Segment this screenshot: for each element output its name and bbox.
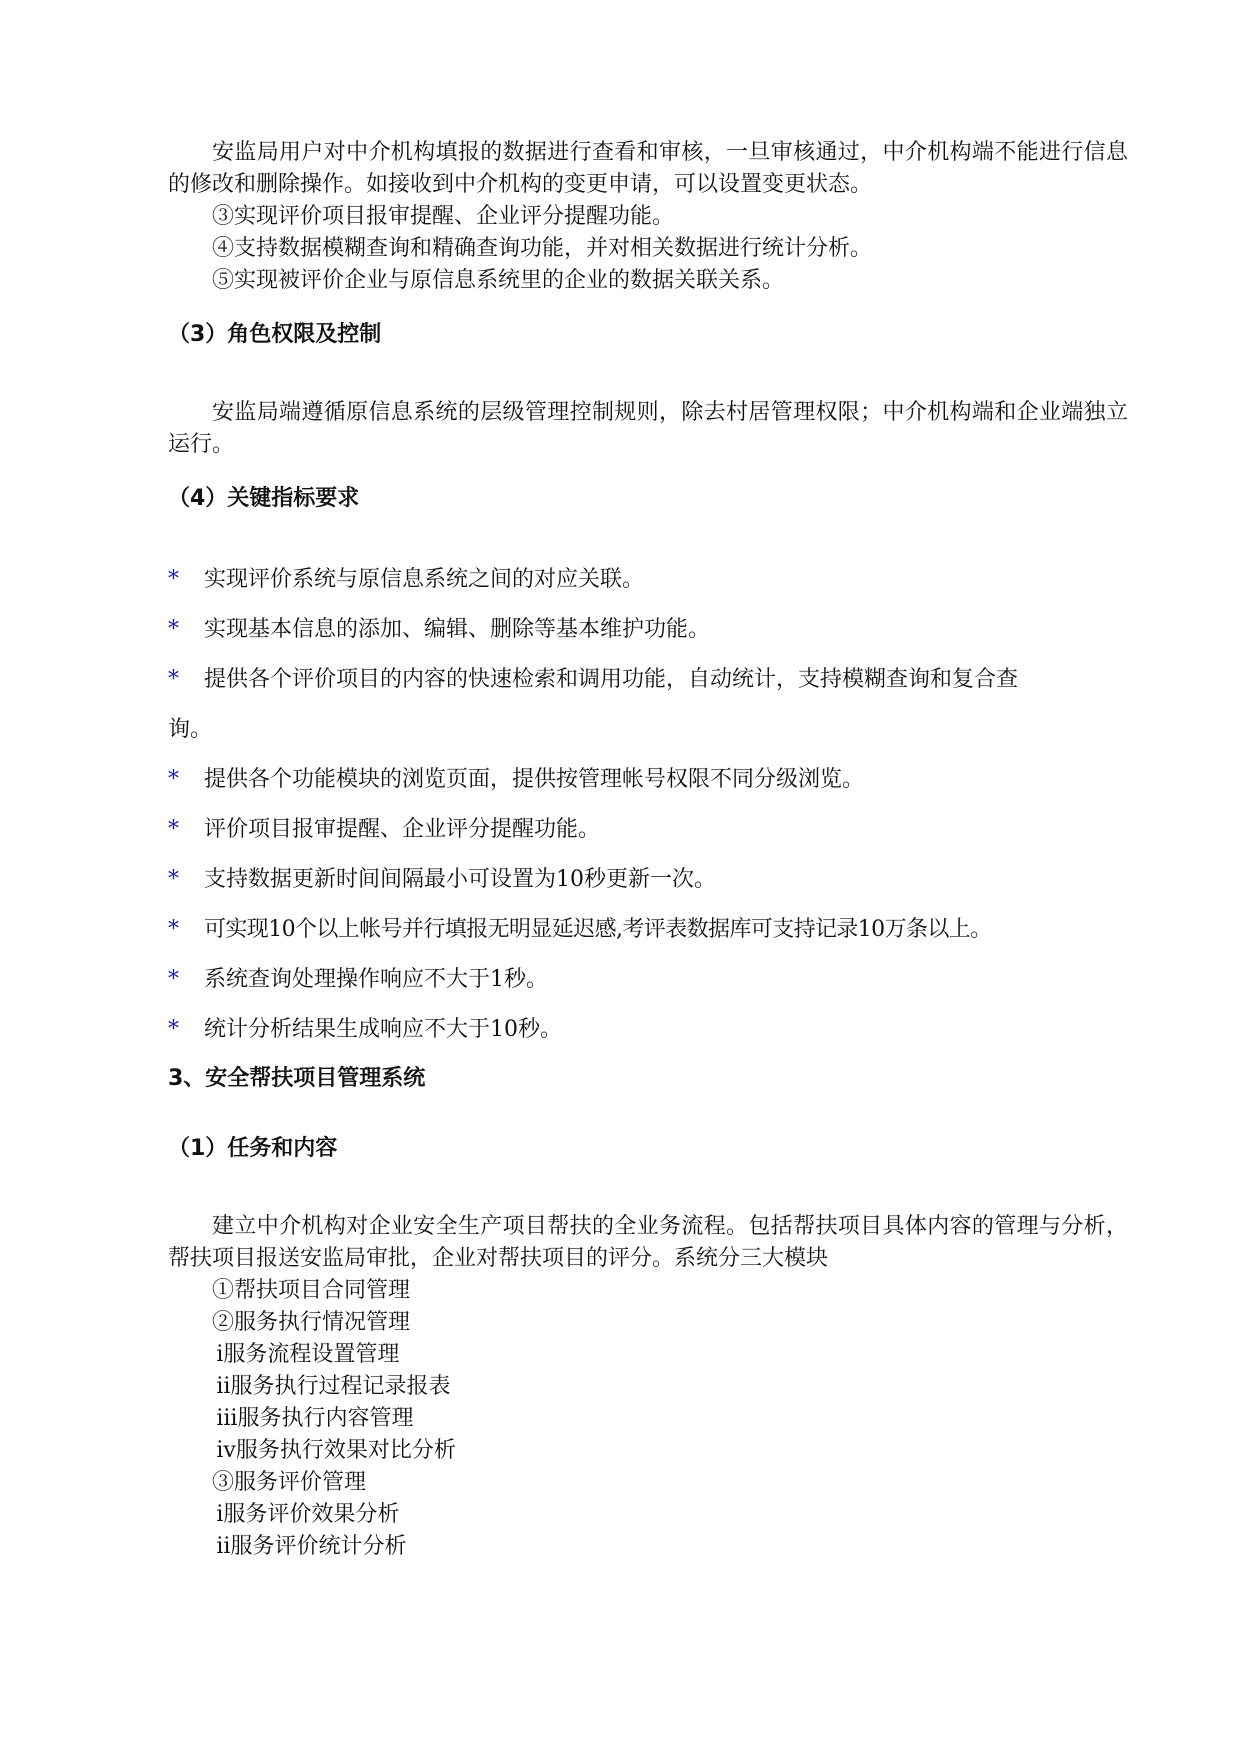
list-item	[168, 1005, 1128, 1055]
star-bullet-icon: *	[168, 967, 179, 992]
list-item	[168, 755, 1128, 805]
document-page	[168, 137, 1128, 1563]
module-subitem: ⅰ服务流程设置管理	[216, 1342, 400, 1367]
star-bullet-icon: *	[168, 567, 179, 592]
roles-paragraph: 安监局端遵循原信息系统的层级管理控制规则，除去村居管理权限；中介机构端和企业端独立运行。	[168, 400, 1128, 457]
feature-item-3: ③实现评价项目报审提醒、企业评分提醒功能。	[212, 204, 675, 229]
star-bullet-icon: *	[168, 667, 179, 692]
star-bullet-icon: *	[168, 817, 179, 842]
feature-item-4: ④支持数据模糊查询和精确查询功能，并对相关数据进行统计分析。	[212, 236, 873, 261]
list-item	[168, 655, 1128, 755]
module-subitem: ⅰ服务评价效果分析	[216, 1502, 400, 1527]
section-heading-3: 3、安全帮扶项目管理系统	[168, 1066, 426, 1091]
intro-paragraph: 安监局用户对中介机构填报的数据进行查看和审核，一旦审核通过，中介机构端不能进行信息的修改和删除操作。如接收到中介机构的变更申请，可以设置变更状态。	[168, 140, 1128, 197]
subsection-heading-tasks: （1）任务和内容	[168, 1136, 338, 1161]
bullet-text: 实现评价系统与原信息系统之间的对应关联。	[204, 567, 645, 592]
list-item	[168, 555, 1128, 605]
star-bullet-icon: *	[168, 617, 179, 642]
star-bullet-icon: *	[168, 767, 179, 792]
module-item: ②服务执行情况管理	[212, 1310, 411, 1335]
module-item: ③服务评价管理	[212, 1470, 367, 1495]
bullet-text-continuation: 询。	[168, 717, 213, 742]
bullet-text: 实现基本信息的添加、编辑、删除等基本维护功能。	[204, 617, 711, 642]
list-item	[168, 955, 1128, 1005]
feature-item-5: ⑤实现被评价企业与原信息系统里的企业的数据关联关系。	[212, 268, 785, 293]
list-item	[168, 605, 1128, 655]
bullet-text: 提供各个评价项目的内容的快速检索和调用功能，自动统计，支持模糊查询和复合查	[204, 667, 1019, 692]
section3-paragraph: 建立中介机构对企业安全生产项目帮扶的全业务流程。包括帮扶项目具体内容的管理与分析，帮扶项目报送安监局审批，企业对帮扶项目的评分。系统分三大模块	[168, 1214, 1128, 1271]
bullet-text: 可实现10个以上帐号并行填报无明显延迟感,考评表数据库可支持记录10万条以上。	[204, 917, 992, 942]
bullet-text: 系统查询处理操作响应不大于1秒。	[204, 967, 548, 992]
module-item: ①帮扶项目合同管理	[212, 1278, 411, 1303]
list-item	[168, 805, 1128, 855]
kpi-bullet-list	[168, 555, 1128, 1055]
bullet-text: 统计分析结果生成响应不大于10秒。	[204, 1017, 562, 1042]
module-subitem: ⅱ服务执行过程记录报表	[216, 1374, 451, 1399]
bullet-text: 支持数据更新时间间隔最小可设置为10秒更新一次。	[204, 867, 716, 892]
star-bullet-icon: *	[168, 917, 179, 942]
star-bullet-icon: *	[168, 1017, 179, 1042]
bullet-text: 评价项目报审提醒、企业评分提醒功能。	[204, 817, 601, 842]
star-bullet-icon: *	[168, 867, 179, 892]
module-subitem: ⅳ服务执行效果对比分析	[216, 1438, 456, 1463]
section-heading-kpi: （4）关键指标要求	[168, 486, 360, 511]
module-subitem: ⅱ服务评价统计分析	[216, 1534, 407, 1559]
module-subitem: ⅲ服务执行内容管理	[216, 1406, 414, 1431]
section-heading-roles: （3）角色权限及控制	[168, 322, 382, 347]
list-item	[168, 855, 1128, 905]
bullet-text: 提供各个功能模块的浏览页面，提供按管理帐号权限不同分级浏览。	[204, 767, 865, 792]
list-item	[168, 905, 1128, 955]
